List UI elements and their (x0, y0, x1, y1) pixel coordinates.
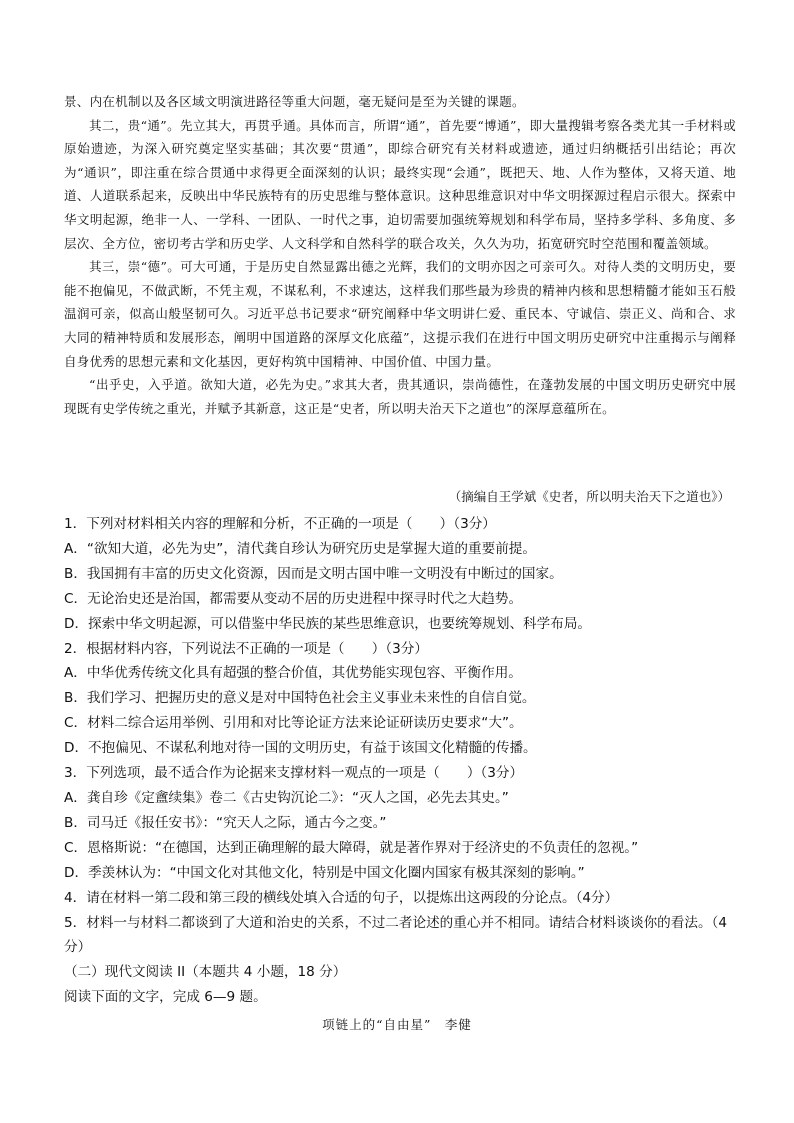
next-passage-title: 项链上的“自由星” 李健 (322, 1017, 472, 1032)
question-3-option-a: A．龚自珍《定盦续集》卷二《古史钩沉论二》：“灭人之国，必先去其史。” (64, 789, 509, 806)
question-2-option-b: B．我们学习、把握历史的意义是对中国特色社会主义事业未来性的自信自觉。 (64, 690, 536, 707)
question-3-option-b: B．司马迁《报任安书》：“究天人之际，通古今之变。” (64, 814, 387, 831)
question-3-option-d: D．季羡林认为：“中国文化对其他文化，特别是中国文化圈内国家有极其深刻的影响。” (64, 864, 585, 881)
reading-instruction: 阅读下面的文字，完成 6—9 题。 (64, 989, 267, 1006)
question-1-option-c: C．无论治史还是治国，都需要从变动不居的历史进程中探寻时代之大趋势。 (64, 590, 523, 607)
question-1-option-a: A．“欲知大道，必先为史”，清代龚自珍认为研究历史是掌握大道的重要前提。 (64, 540, 536, 557)
passage-paragraph-2: 其二，贵“通”。先立其大，再贯乎通。具体而言，所谓“通”，首先要“博通”，即大量搜辑考察各类尤其一手材料或原始遗迹，为深入研究奠定坚实基础；其次要“贯通”，即综合研究有关材料或遗迹，通过归纳概括引出结论；再次为“通识”，即注重在综合贯通中求得更全面深刻的认识；最终实现“会通”，既把天、地、人作为整体，又将天道、地道、人道联系起来，反映出中华民族特有的历史思维与整体意识。这种思维意识对中华文明探源过程启示很大。探索中华文明起源，绝非一人、一学科、一团队、一时代之事，迫切需要加强统筹规划和科学布局，坚持多学科、多角度、多层次、全方位，密切考古学和历史学、人文科学和自然科学的联合攻关，久久为功，拓宽研究时空范围和覆盖领域。 (64, 117, 736, 251)
section-heading: （二）现代文阅读 II（本题共 4 小题，18 分） (64, 964, 347, 981)
question-4: 4．请在材料一第二段和第三段的横线处填入合适的句子，以提炼出这两段的分论点。（4分） (64, 889, 619, 906)
question-list (64, 512, 740, 1010)
question-1: 1．下列对材料相关内容的理解和分析，不正确的一项是（ ）（3分） (64, 516, 496, 532)
question-2: 2．根据材料内容，下列说法不正确的一项是（ ）（3分） (64, 640, 428, 657)
passage-text (64, 90, 736, 420)
question-1-option-d: D．探索中华文明起源，可以借鉴中华民族的某些思维意识，也要统筹规划、科学布局。 (64, 615, 592, 632)
passage-paragraph-3: 其三，崇“德”。可大可通，于是历史自然显露出德之光辉，我们的文明亦因之可亲可久。对待人类的文明历史，要能不抱偏见，不做武断，不凭主观，不谋私利，不求速达，这样我们那些最为珍贵的精神内核和思想精髓才能如玉石般温润可亲，似高山般坚韧可久。习近平总书记要求“研究阐释中华文明讲仁爱、重民本、守诚信、崇正义、尚和合、求大同的精神特质和发展形态，阐明中国道路的深厚文化底蕴”，这提示我们在进行中国文明历史研究中注重揭示与阐释自身优秀的思想元素和文化基因，更好构筑中国精神、中国价值、中国力量。 (64, 259, 736, 369)
question-2-option-a: A．中华优秀传统文化具有超强的整合价值，其优势能实现包容、平衡作用。 (64, 665, 522, 682)
passage-paragraph-4: “出乎史，入乎道。欲知大道，必先为史。”求其大者，贵其通识，崇尚德性，在蓬勃发展的中国文明历史研究中展现既有史学传统之重光，并赋予其新意，这正是“史者，所以明夫治天下之道也”的深厚意蕴所在。 (64, 377, 736, 416)
question-3: 3．下列选项，最不适合作为论据来支撑材料一观点的一项是（ ）（3分） (64, 765, 524, 782)
question-3-option-c: C．恩格斯说：“在德国，达到正确理解的最大障碍，就是著作界对于经济史的不负责任的忽视。” (64, 839, 639, 856)
question-5: 5．材料一与材料二都谈到了大道和治史的关系，不过二者论述的重心并不相同。请结合材料谈谈你的看法。（4分） (64, 914, 727, 956)
question-2-option-c: C．材料二综合运用举例、引用和对比等论证方法来论证研读历史要求“大”。 (64, 715, 523, 732)
passage-line-continued: 景、内在机制以及各区域文明演进路径等重大问题，毫无疑问是至为关键的课题。 (64, 94, 525, 109)
source-citation: （摘编自王学斌《史者，所以明夫治天下之道也》） (448, 489, 730, 504)
question-2-option-d: D．不抱偏见、不谋私利地对待一国的文明历史，有益于该国文化精髓的传播。 (64, 740, 537, 757)
question-1-option-b: B．我国拥有丰富的历史文化资源，因而是文明古国中唯一文明没有中断过的国家。 (64, 565, 563, 582)
